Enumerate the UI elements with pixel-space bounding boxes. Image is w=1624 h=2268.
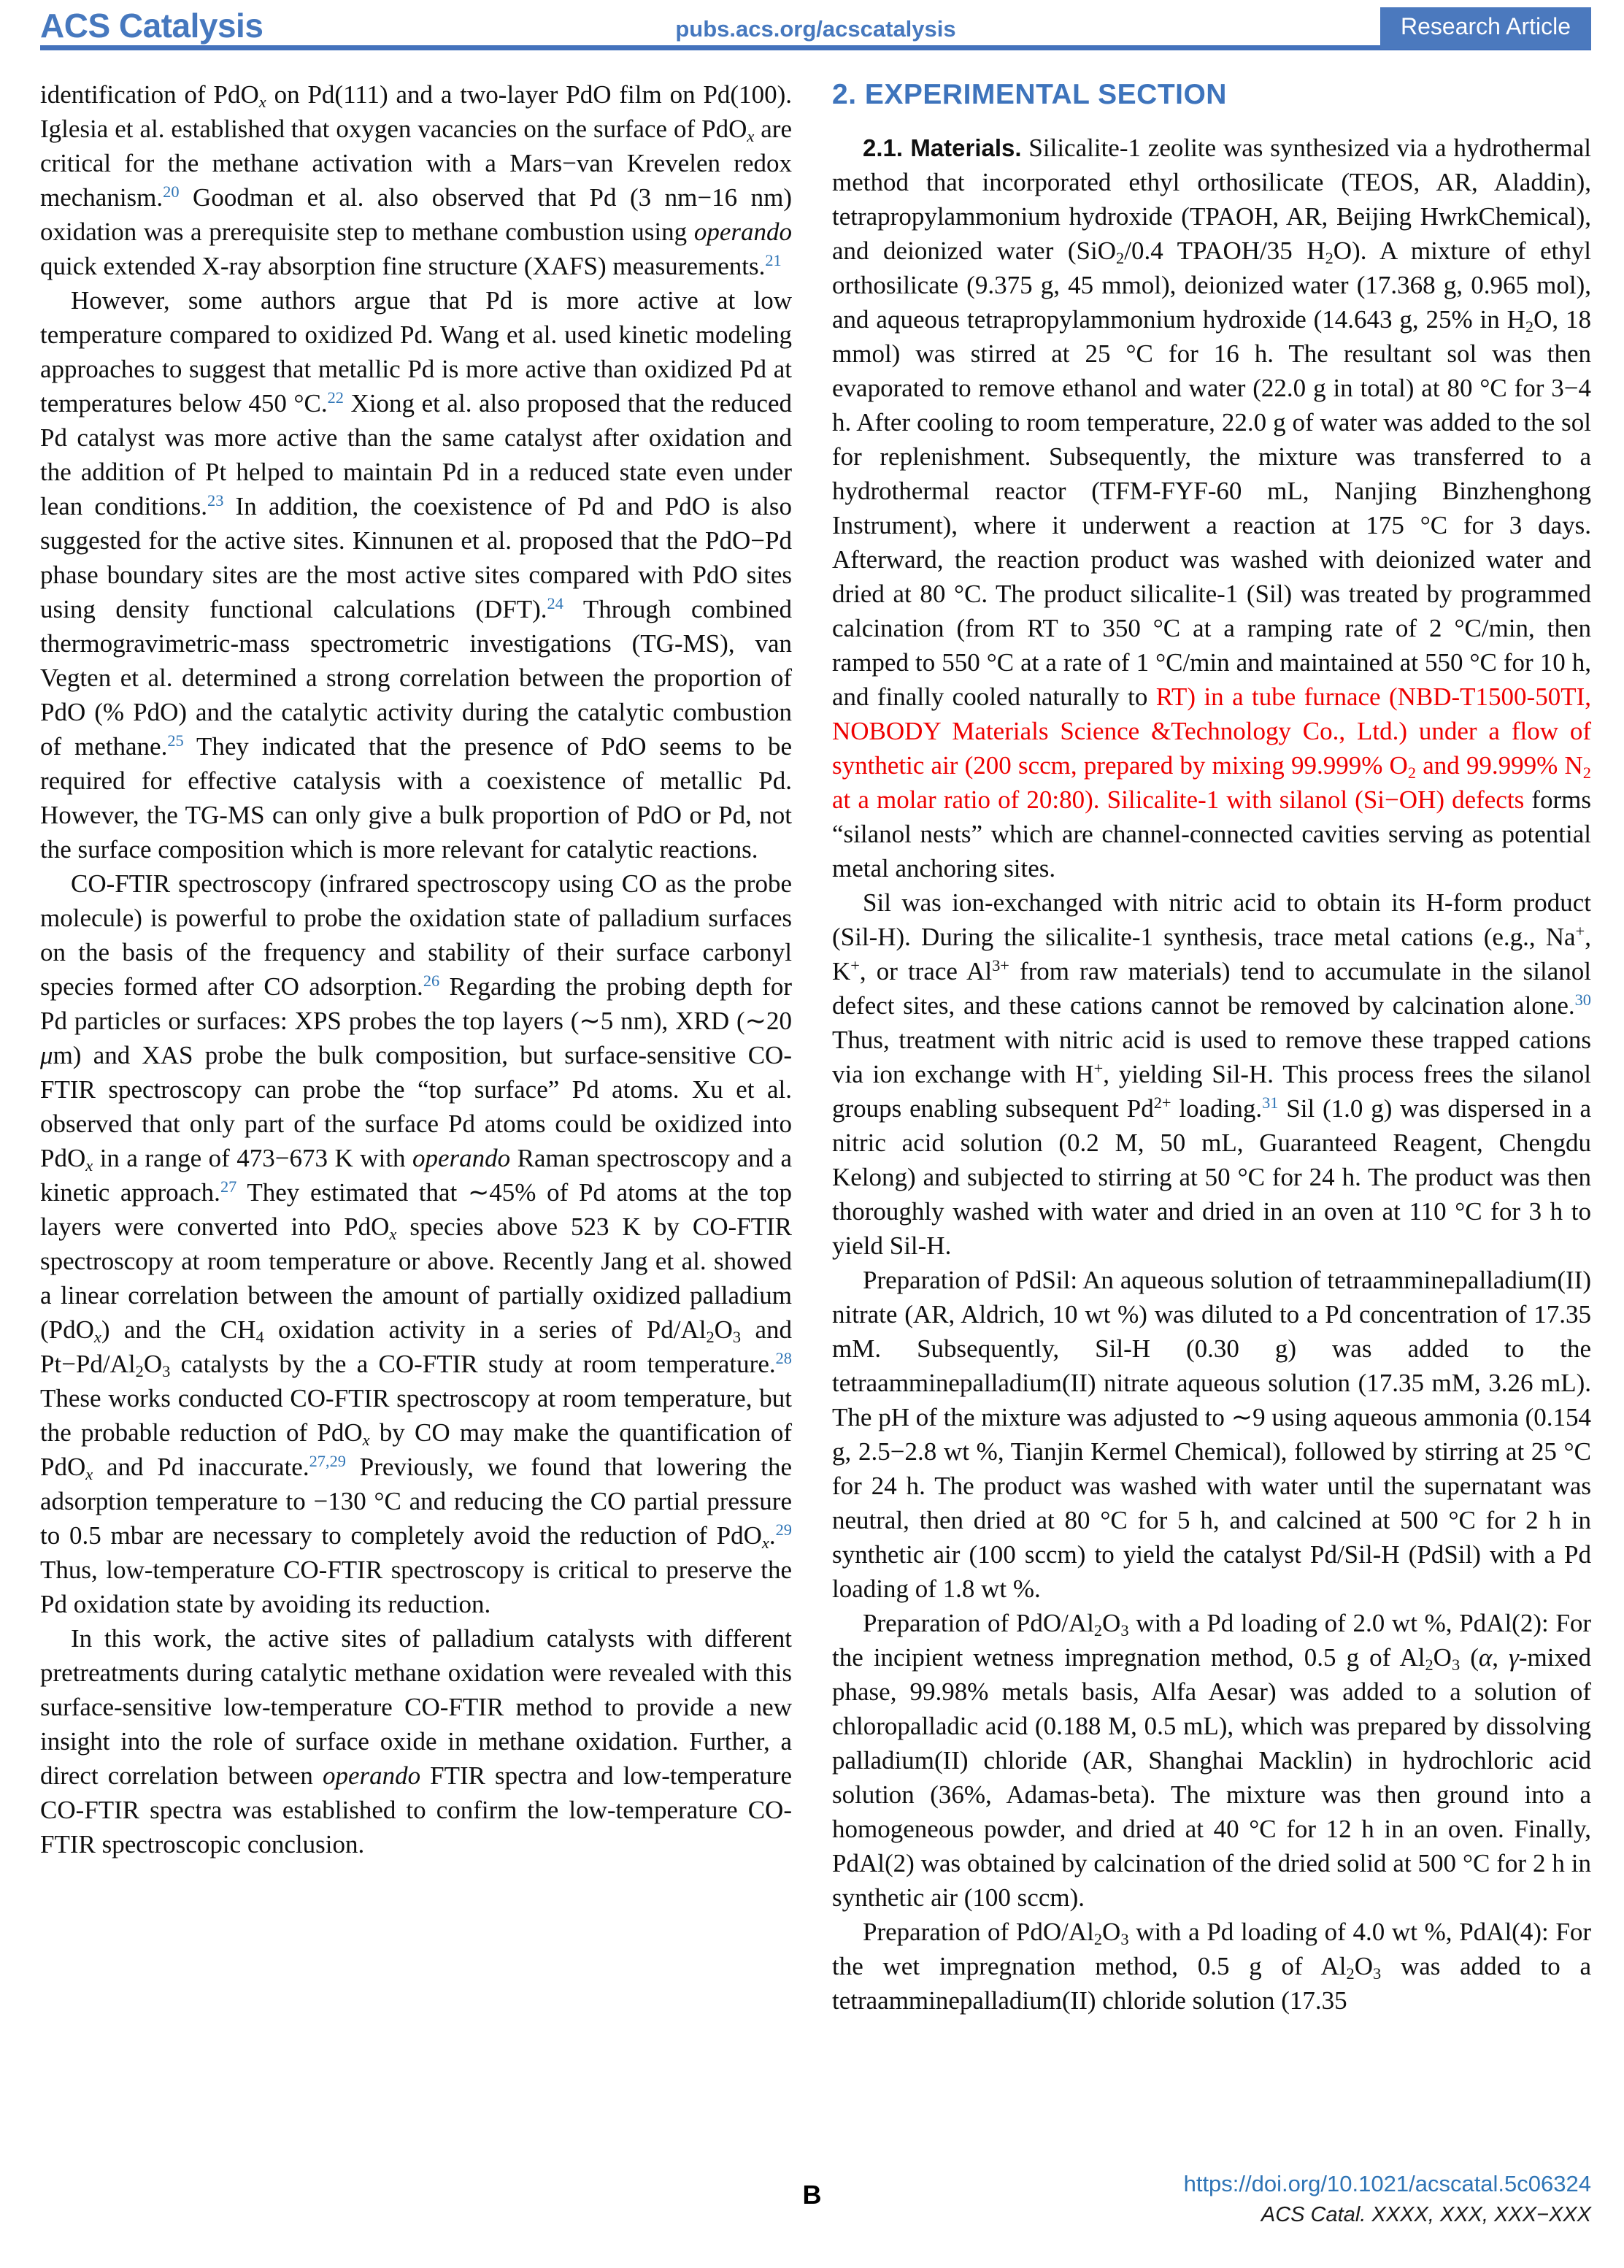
paragraph: Sil was ion-exchanged with nitric acid to obtain its H-form product (Sil-H). During the silicalite-1 synthesis, trace metal cations (e.g., Na+, K+, or trace $Al^{3+}$ from raw materials) tend to accumulate in the silanol defect sites, and these cations cannot be removed by calcination alone.$^{30}$ Thus, treatment with nitric acid is used to remove these trapped cations via ion exchange with H+, yielding Sil-H. This process frees the silanol groups enabling subsequent $Pd^{2+}$ loading.$^{31}$ Sil (1.0 g) was dispersed in a nitric acid solution (0.2 M, 50 mL, Guaranteed Reagent, Chengdu Kelong) and subjected to stirring at 50 °C for 24 h. The product was then thoroughly washed with water and dried in an oven at 110 °C for 3 h to yield Sil-H.	[832, 888, 1591, 1260]
right-column-paragraphs	[832, 131, 1591, 2018]
section-heading: 2. EXPERIMENTAL SECTION	[832, 79, 1227, 110]
page-number: B	[802, 2180, 822, 2210]
doi-link[interactable]: https://doi.org/10.1021/acscatal.5c06324	[1183, 2171, 1591, 2196]
research-article-badge: Research Article	[1380, 7, 1591, 49]
journal-url-link[interactable]: pubs.acs.org/acscatalysis	[675, 16, 956, 42]
paragraph: However, some authors argue that Pd is more active at low temperature compared to oxidized Pd. Wang et al. used kinetic modeling approaches to suggest that metallic Pd is more active than oxidized Pd at temperatures below 450 °C.$^{22}$ Xiong et al. also proposed that the reduced Pd catalyst was more active than the same catalyst after oxidation and the addition of Pt helped to maintain Pd in a reduced state even under lean conditions.$^{23}$ In addition, the coexistence of Pd and PdO is also suggested for the active sites. Kinnunen et al. proposed that the PdO−Pd phase boundary sites are the most active sites compared with PdO sites using density functional calculations (DFT).$^{24}$ Through combined thermogravimetric-mass spectrometric investigations (TG-MS), van Vegten et al. determined a strong correlation between the proportion of PdO (% PdO) and the catalytic activity during the catalytic combustion of methane.$^{25}$ They indicated that the presence of PdO seems to be required for effective catalysis with a coexistence of metallic Pd. However, the TG-MS can only give a bulk proportion of PdO or Pd, not the surface composition which is more relevant for catalytic reactions.	[40, 286, 793, 864]
left-column	[40, 77, 792, 1861]
paragraph: CO-FTIR spectroscopy (infrared spectroscopy using CO as the probe molecule) is powerful to probe the oxidation state of palladium surfaces on the basis of the frequency and stability of their surface carbonyl species formed after CO adsorption.$^{26}$ Regarding the probing depth for Pd particles or surfaces: XPS probes the top layers (∼5 nm), XRD (∼20 μm) and XAS probe the bulk composition, but surface-sensitive CO-FTIR spectroscopy can probe the “top surface” Pd atoms. Xu et al. observed that only part of the surface Pd atoms could be oxidized into PdO$_x$ in a range of 473−673 K with operando Raman spectroscopy and a kinetic approach.$^{27}$ They estimated that ∼45% of Pd atoms at the top layers were converted into PdO$_x$ species above 523 K by CO-FTIR spectroscopy at room temperature or above. Recently Jang et al. showed a linear correlation between the amount of partially oxidized palladium (PdO$_x$) and the $CH_4$ oxidation activity in a series of $Pd/Al_2O_3$ and $Pt-Pd/Al_2O_3$ catalysts by the a CO-FTIR study at room temperature.$^{28}$ These works conducted CO-FTIR spectroscopy at room temperature, but the probable reduction of PdO$_x$ by CO may make the quantification of PdO$_x$ and Pd inaccurate.$^{27,29}$ Previously, we found that lowering the adsorption temperature to −130 °C and reducing the CO partial pressure to 0.5 mbar are necessary to completely avoid the reduction of PdO$_x$.$^{29}$ Thus, low-temperature CO-FTIR spectroscopy is critical to preserve the Pd oxidation state by avoiding its reduction.	[40, 869, 793, 1618]
header-rule	[40, 0, 1591, 50]
paragraph: Preparation of PdO/$Al_2O_3$ with a Pd loading of 4.0 wt %, PdAl(4): For the wet impregnation method, 0.5 g of $Al_2O_3$ was added to a tetraamminepalladium(II) chloride solution (17.35	[832, 1918, 1592, 2015]
paragraph: 2.1. Materials. Silicalite-1 zeolite was synthesized via a hydrothermal method that incorporated ethyl orthosilicate (TEOS, AR, Aladdin), tetrapropylammonium hydroxide (TPAOH, AR, Beijing HwrkChemical), and deionized water (SiO$_2$/0.4 TPAOH/35 $H_2O$). A mixture of ethyl orthosilicate (9.375 g, 45 mmol), deionized water (17.368 g, 0.965 mol), and aqueous tetrapropylammonium hydroxide (14.643 g, 25% in $H_2O$, 18 mmol) was stirred at 25 °C for 16 h. The resultant sol was then evaporated to remove ethanol and water (22.0 g in total) at 80 °C for 3−4 h. After cooling to room temperature, 22.0 g of water was added to the sol for replenishment. Subsequently, the mixture was transferred to a hydrothermal reactor (TFM-FYF-60 mL, Nanjing Binzhenghong Instrument), where it underwent a reaction at 175 °C for 3 days. Afterward, the reaction product was washed with deionized water and dried at 80 °C. The product silicalite-1 (Sil) was treated by programmed calcination (from RT to 350 °C at a ramping rate of 2 °C/min, then ramped to 550 °C at a rate of 1 °C/min and maintained at 550 °C for 10 h, and finally cooled naturally to RT) in a tube furnace (NBD-T1500-50TI, NOBODY Materials Science &Technology Co., Ltd.) under a flow of synthetic air (200 sccm, prepared by mixing 99.999% $O_2$ and 99.999% $N_2$ at a molar ratio of 20:80). Silicalite-1 with silanol (Si−OH) defects forms “silanol nests” which are channel-connected cavities serving as potential metal anchoring sites.	[832, 134, 1592, 883]
journal-title: ACS Catalysis	[40, 7, 263, 45]
paragraph: Preparation of PdO/$Al_2O_3$ with a Pd loading of 2.0 wt %, PdAl(2): For the incipient wetness impregnation method, 0.5 g of $Al_2O_3$ (α, γ-mixed phase, 99.98% metals basis, Alfa Aesar) was added to a solution of chloropalladic acid (0.188 M, 0.5 mL), which was prepared by dissolving palladium(II) chloride (AR, Shanghai Macklin) in hydrochloric acid solution (36%, Adamas-beta). The mixture was then ground into a homogeneous powder, and dried at 40 °C for 12 h in an oven. Finally, PdAl(2) was obtained by calcination of the dried solid at 500 °C for 2 h in synthetic air (100 sccm).	[832, 1609, 1592, 1912]
right-column	[832, 77, 1591, 2018]
paragraph: Preparation of PdSil: An aqueous solution of tetraamminepalladium(II) nitrate (AR, Aldrich, 10 wt %) was diluted to a Pd concentration of 17.35 mM. Subsequently, Sil-H (0.30 g) was added to the tetraamminepalladium(II) nitrate aqueous solution (17.35 mM, 3.26 mL). The pH of the mixture was adjusted to ∼9 using aqueous ammonia (0.154 g, 2.5−2.8 wt %, Tianjin Kermel Chemical), followed by stirring at 25 °C for 24 h. The product was washed with water until the supernatant was neutral, then dried at 80 °C for 5 h, and calcined at 500 °C for 2 h in synthetic air (100 sccm) to yield the catalyst Pd/Sil-H (PdSil) with a Pd loading of 1.8 wt %.	[832, 1266, 1591, 1603]
paragraph: identification of PdO$_x$ on Pd(111) and a two-layer PdO film on Pd(100). Iglesia et al. established that oxygen vacancies on the surface of PdO$_x$ are critical for the methane activation with a Mars−van Krevelen redox mechanism.$^{20}$ Goodman et al. also observed that Pd (3 nm−16 nm) oxidation was a prerequisite step to methane combustion using operando quick extended X-ray absorption fine structure (XAFS) measurements.$^{21}$	[40, 80, 792, 280]
journal-citation: ACS Catal. XXXX, XXX, XXX−XXX	[1261, 2203, 1591, 2226]
footer-citation-block	[1184, 2171, 1591, 2227]
paragraph: In this work, the active sites of palladium catalysts with different pretreatments during catalytic methane oxidation were revealed with this surface-sensitive low-temperature CO-FTIR method to provide a new insight into the role of surface oxide in methane oxidation. Further, a direct correlation between operando FTIR spectra and low-temperature CO-FTIR spectra was established to confirm the low-temperature CO-FTIR spectroscopic conclusion.	[40, 1624, 792, 1858]
